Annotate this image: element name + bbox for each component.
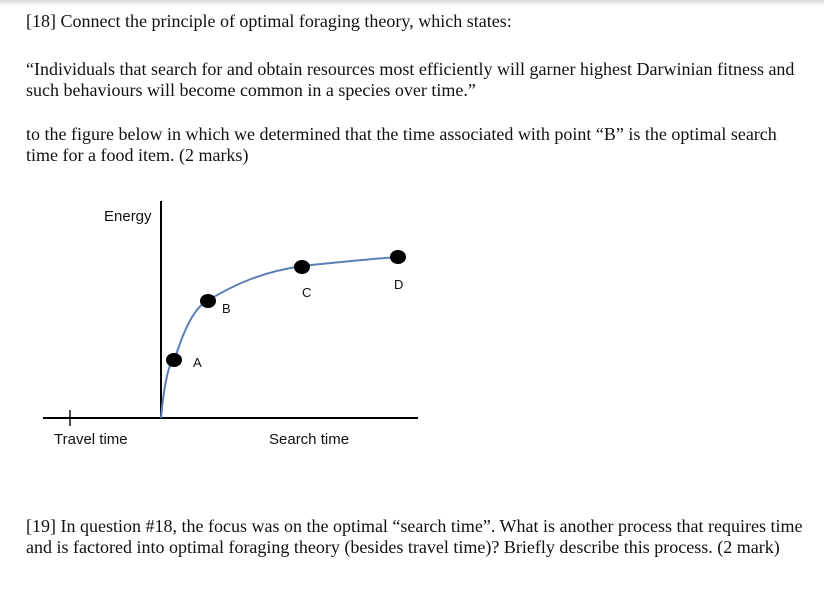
energy-gain-curve	[161, 257, 398, 418]
x-axis-right-label: Search time	[269, 431, 350, 448]
point-b-label: B	[222, 301, 231, 316]
x-axis-left-label: Travel time	[54, 431, 128, 448]
point-d-marker	[390, 250, 406, 264]
question-18-followup: to the figure below in which we determined that the time associated with point “B” is the optimal search time for a food item. (2 marks)	[26, 124, 777, 165]
question-18-intro: [18] Connect the principle of optimal foraging theory, which states:	[26, 11, 512, 31]
point-a-marker	[166, 353, 182, 367]
question-18-quote: “Individuals that search for and obtain resources most efficiently will garner highest Darwinian fitness and such behaviours will become common in a species over time.”	[26, 59, 795, 100]
question-19-text: [19] In question #18, the focus was on the optimal “search time”. What is another process that requires time and is factored into optimal foraging theory (besides travel time)? Briefly describe this process. (2 mark)	[26, 516, 803, 557]
point-c-label: C	[302, 285, 312, 300]
point-a-label: A	[193, 355, 202, 370]
point-d-label: D	[394, 277, 404, 292]
point-c-marker	[294, 260, 310, 274]
point-b-marker	[200, 294, 216, 308]
y-axis-label: Energy	[104, 208, 152, 225]
